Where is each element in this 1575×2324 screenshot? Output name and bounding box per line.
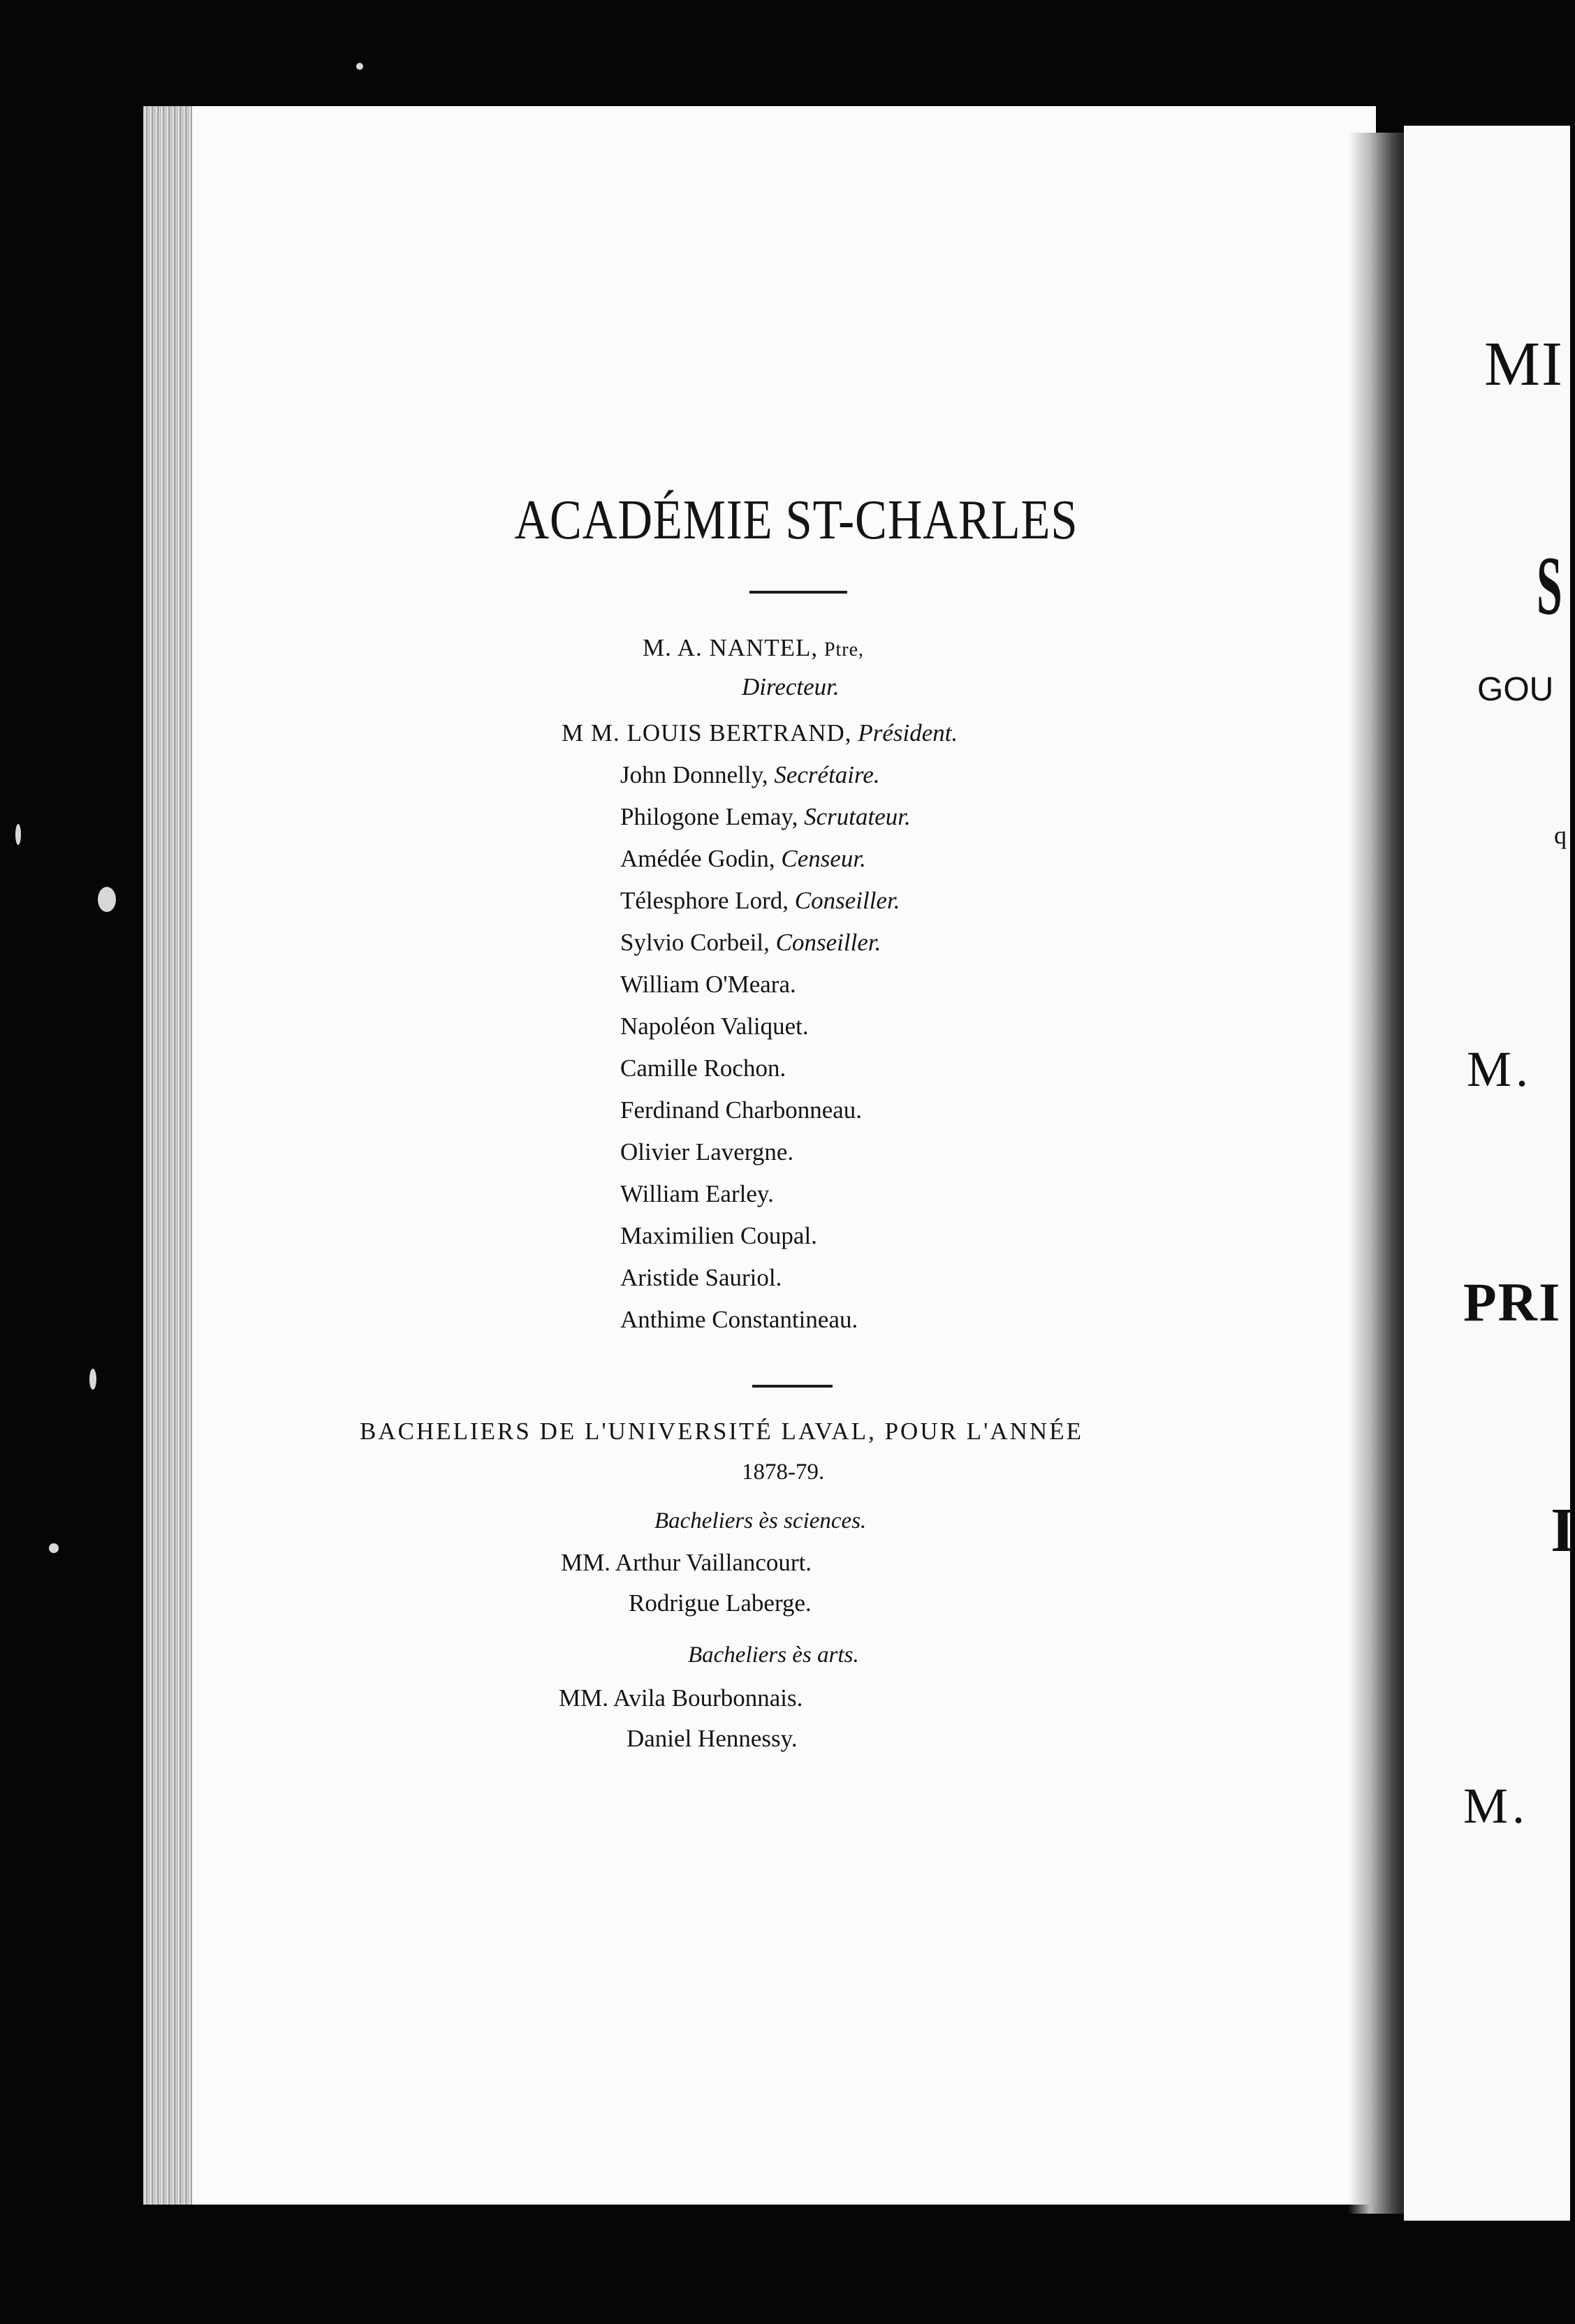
member-role: Conseiller. — [775, 929, 881, 956]
list-item — [620, 1054, 911, 1096]
book-gutter — [1348, 133, 1411, 2214]
sciences-line-2: Rodrigue Laberge. — [629, 1589, 812, 1617]
member-role: Scrutateur. — [804, 803, 911, 830]
president-role: Président. — [858, 719, 958, 747]
member-name: William O'Meara. — [620, 971, 796, 998]
director-name: M. A. NANTEL, — [643, 634, 819, 661]
arts-line-1: MM. Avila Bourbonnais. — [559, 1684, 803, 1712]
arts-line-2: Daniel Hennessy. — [627, 1725, 798, 1752]
member-role: Secrétaire. — [774, 761, 880, 788]
list-item — [620, 803, 911, 845]
member-name: Aristide Sauriol. — [620, 1264, 782, 1291]
list-item — [620, 845, 911, 887]
title-rule — [749, 591, 847, 594]
member-name: Napoléon Valiquet. — [620, 1013, 809, 1040]
arts-heading: Bacheliers ès arts. — [688, 1642, 859, 1668]
right-fragment-m1: M. — [1467, 1041, 1533, 1097]
bacheliers-year: 1878-79. — [742, 1459, 825, 1485]
list-item — [620, 1264, 911, 1306]
member-name: John Donnelly, — [620, 761, 768, 788]
list-item — [620, 1138, 911, 1180]
right-fragment-mi: MI — [1484, 330, 1564, 399]
right-fragment-pr: PRI — [1463, 1272, 1562, 1332]
right-fragment-q: q — [1554, 821, 1567, 849]
member-name: Sylvio Corbeil, — [620, 929, 770, 956]
member-name: Philogone Lemay, — [620, 803, 798, 830]
director-role: Directeur. — [742, 673, 840, 700]
page-title: ACADÉMIE ST-CHARLES — [514, 490, 1078, 551]
list-item — [620, 1306, 911, 1348]
bacheliers-heading: BACHELIERS DE L'UNIVERSITÉ LAVAL, POUR L'ANNÉE — [360, 1418, 1083, 1445]
list-item — [620, 1222, 911, 1264]
member-list — [620, 761, 911, 1348]
member-name: William Earley. — [620, 1180, 774, 1207]
member-name: Camille Rochon. — [620, 1054, 786, 1082]
president-line — [562, 719, 958, 747]
member-role: Censeur. — [781, 845, 866, 872]
member-name: Olivier Lavergne. — [620, 1138, 794, 1165]
sciences-line-1: MM. Arthur Vaillancourt. — [561, 1549, 812, 1576]
member-name: Amédée Godin, — [620, 845, 775, 872]
right-fragment-m2: M. — [1463, 1778, 1530, 1834]
member-name: Maximilien Coupal. — [620, 1222, 817, 1249]
member-name: Anthime Constantineau. — [620, 1306, 858, 1333]
member-name: Ferdinand Charbonneau. — [620, 1096, 863, 1124]
right-fragment-s: S — [1537, 539, 1562, 632]
president-name: M M. LOUIS BERTRAND, — [562, 719, 852, 747]
right-fragment-gou: GOU — [1477, 671, 1554, 708]
member-name: Télesphore Lord, — [620, 887, 789, 914]
list-item — [620, 971, 911, 1013]
list-item — [620, 1013, 911, 1054]
list-item — [620, 1180, 911, 1222]
section-rule — [752, 1385, 833, 1388]
right-fragment-l: I — [1551, 1496, 1575, 1565]
right-page — [1404, 126, 1570, 2221]
list-item — [620, 929, 911, 971]
member-role: Conseiller. — [794, 887, 900, 914]
list-item — [620, 887, 911, 929]
sciences-heading: Bacheliers ès sciences. — [654, 1508, 867, 1534]
list-item — [620, 1096, 911, 1138]
page-edges — [143, 106, 192, 2205]
list-item — [620, 761, 911, 803]
director-suffix: Ptre, — [823, 639, 865, 661]
director-line — [643, 634, 864, 662]
